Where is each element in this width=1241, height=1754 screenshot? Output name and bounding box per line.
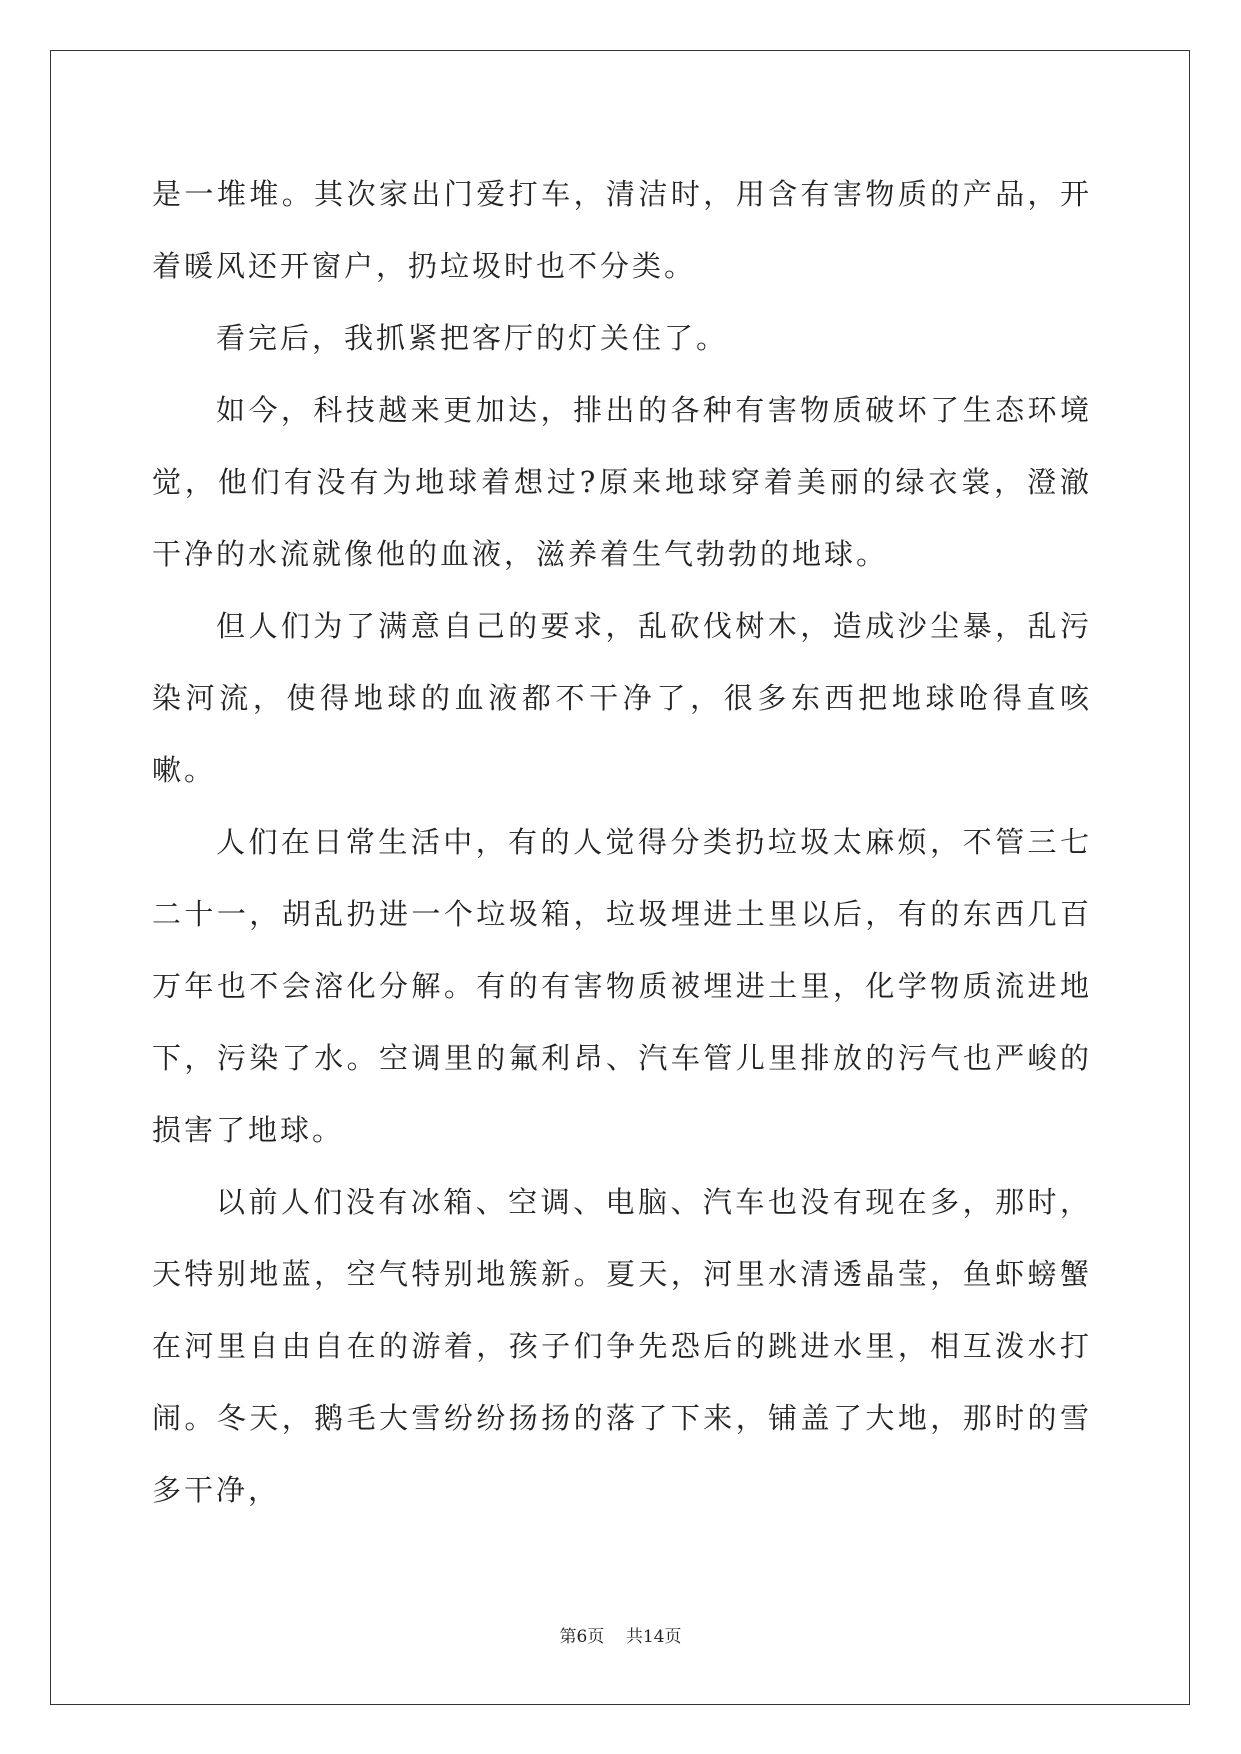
paragraph-2: 看完后，我抓紧把客厅的灯关住了。 [216,321,729,355]
paragraph-5: 人们在日常生活中，有的人觉得分类扔垃圾太麻烦，不管三七二十一，胡乱扔进一个垃圾箱，垃圾埋进土里以后，有的东西几百万年也不会溶化分解。有的有害物质被埋进土里，化学物质流进地下，污染了水。空调里的氟利昂、汽车管儿里排放的污气也严峻的损害了地球。 [152,825,1092,1147]
paragraph-1: 是一堆堆。其次家出门爱打车，清洁时，用含有害物质的产品，开着暖风还开窗户，扔垃圾时也不分类。 [152,177,1092,283]
document-body [152,158,1092,1526]
page-number-footer: 第6页 共14页 [559,1627,682,1647]
paragraph-6: 以前人们没有冰箱、空调、电脑、汽车也没有现在多，那时，天特别地蓝，空气特别地簇新。夏天，河里水清透晶莹，鱼虾螃蟹在河里自由自在的游着，孩子们争先恐后的跳进水里，相互泼水打闹。冬天，鹅毛大雪纷纷扬扬的落了下来，铺盖了大地，那时的雪多干净， [152,1185,1092,1507]
paragraph-3: 如今，科技越来更加达，排出的各种有害物质破坏了生态环境觉，他们有没有为地球着想过?原来地球穿着美丽的绿衣裳，澄澈干净的水流就像他的血液，滋养着生气勃勃的地球。 [152,393,1092,571]
paragraph-4: 但人们为了满意自己的要求，乱砍伐树木，造成沙尘暴，乱污染河流，使得地球的血液都不干净了，很多东西把地球呛得直咳嗽。 [152,609,1092,787]
